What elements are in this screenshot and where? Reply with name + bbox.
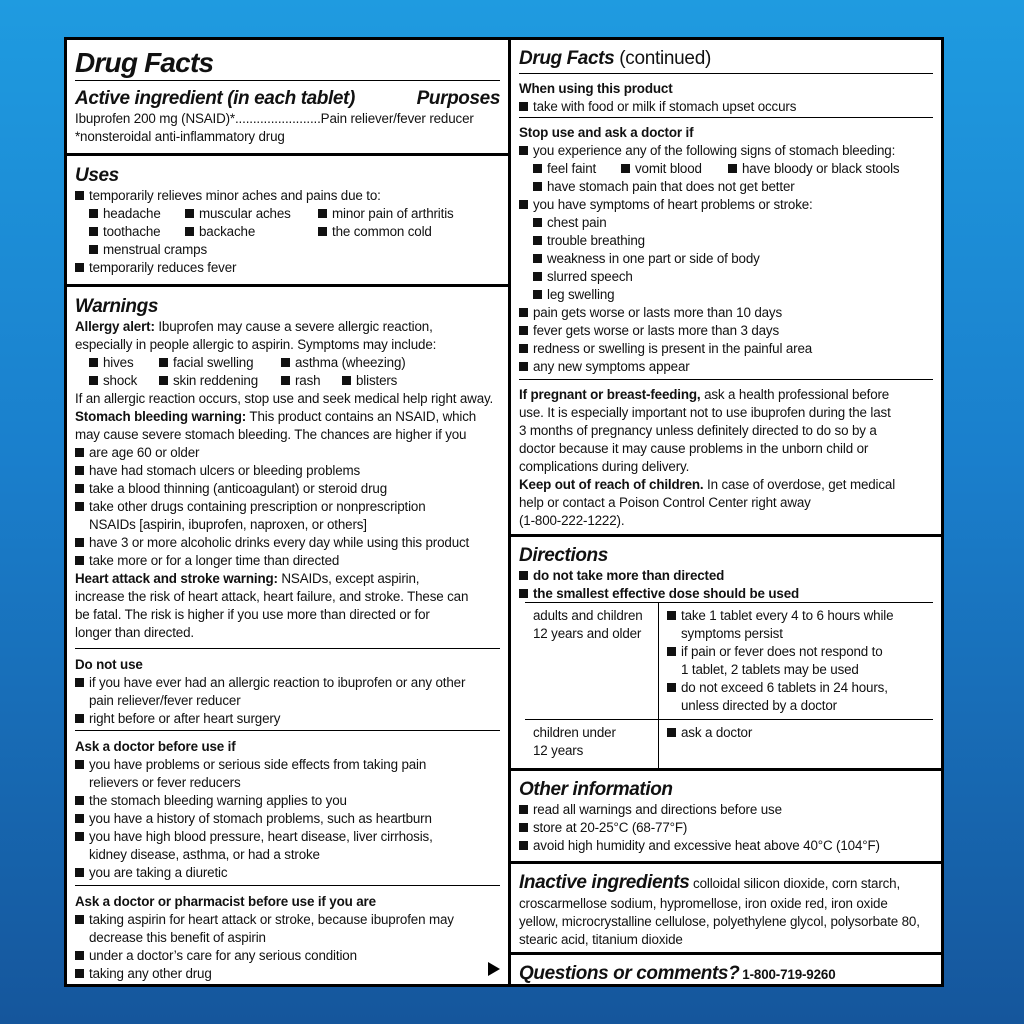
- adult-item: take 1 tablet every 4 to 6 hours while: [681, 608, 894, 623]
- active-ingredient-line: Ibuprofen 200 mg (NSAID)*........................Pain reliever/fever reducer: [75, 111, 474, 126]
- pregnant-text: use. It is especially important not to use ibuprofen during the last: [519, 405, 891, 420]
- bullet-icon: [519, 326, 528, 335]
- adult-item: 1 tablet, 2 tablets may be used: [681, 662, 859, 677]
- stop-use-item: slurred speech: [547, 269, 633, 284]
- child-row-label: [533, 724, 616, 760]
- ask-pharmacist-item: decrease this benefit of aspirin: [89, 930, 266, 945]
- divider: [519, 379, 933, 380]
- stop-use-item: you have symptoms of heart problems or stroke:: [533, 197, 813, 212]
- pregnant-text: ask a health professional before: [700, 387, 890, 402]
- ask-pharmacist-item: taking aspirin for heart attack or stroke, because ibuprofen may: [89, 912, 454, 927]
- bullet-icon: [281, 376, 290, 385]
- child-item: ask a doctor: [681, 725, 753, 740]
- stomach-item: have had stomach ulcers or bleeding problems: [89, 463, 361, 478]
- bullet-icon: [185, 209, 194, 218]
- bullet-icon: [75, 538, 84, 547]
- bullet-icon: [75, 556, 84, 565]
- stop-use-item: redness or swelling is present in the painful area: [533, 341, 813, 356]
- dosage-table: [525, 602, 933, 768]
- child-label: 12 years: [533, 743, 584, 758]
- uses-item: minor pain of arthritis: [332, 206, 454, 221]
- do-not-use-section: [67, 651, 508, 728]
- divider: [519, 117, 933, 118]
- inactive-ingredients-heading: Inactive ingredients: [519, 872, 690, 893]
- bullet-icon: [519, 805, 528, 814]
- questions-heading: Questions or comments?: [519, 963, 740, 984]
- pregnant-label: If pregnant or breast-feeding,: [519, 387, 701, 402]
- bullet-icon: [75, 814, 84, 823]
- purposes-heading: Purposes: [416, 88, 500, 109]
- bullet-icon: [519, 344, 528, 353]
- bullet-icon: [159, 358, 168, 367]
- do-not-use-item: right before or after heart surgery: [89, 711, 281, 726]
- bullet-icon: [75, 868, 84, 877]
- drug-facts-continued-title: Drug Facts: [519, 48, 615, 69]
- adult-row-label: [533, 607, 643, 643]
- stomach-item: are age 60 or older: [89, 445, 200, 460]
- divider: [75, 648, 500, 649]
- stop-use-item: trouble breathing: [547, 233, 645, 248]
- drug-facts-panel: [64, 37, 944, 987]
- directions-bullet: do not take more than directed: [533, 568, 725, 583]
- uses-bullet: temporarily reduces fever: [89, 260, 237, 275]
- bullet-icon: [519, 200, 528, 209]
- ask-doctor-heading: Ask a doctor before use if: [75, 739, 236, 754]
- questions-section: [511, 955, 941, 986]
- keep-out-text: (1-800-222-1222).: [519, 513, 625, 528]
- stomach-item: take more or for a longer time than directed: [89, 553, 340, 568]
- stop-use-heading: Stop use and ask a doctor if: [519, 125, 694, 140]
- heart-text: longer than directed.: [75, 625, 194, 640]
- continued-label: (continued): [614, 48, 711, 69]
- when-using-heading: When using this product: [519, 81, 673, 96]
- bullet-icon: [75, 915, 84, 924]
- divider: [519, 73, 933, 74]
- active-ingredient-heading: Active ingredient (in each tablet): [75, 88, 355, 109]
- allergy-after-text: If an allergic reaction occurs, stop use and seek medical help right away.: [75, 391, 494, 406]
- do-not-use-item: if you have ever had an allergic reaction to ibuprofen or any other: [89, 675, 466, 690]
- bullet-icon: [533, 236, 542, 245]
- allergy-alert-label: Allergy alert:: [75, 319, 155, 334]
- symptom-item: hives: [103, 355, 134, 370]
- divider: [75, 80, 500, 81]
- bullet-icon: [281, 358, 290, 367]
- bullet-icon: [667, 728, 676, 737]
- symptom-item: skin reddening: [173, 373, 258, 388]
- symptom-item: blisters: [356, 373, 398, 388]
- bullet-icon: [318, 209, 327, 218]
- nsaid-note: *nonsteroidal anti-inflammatory drug: [75, 129, 285, 144]
- do-not-use-item: pain reliever/fever reducer: [89, 693, 241, 708]
- ask-doctor-item: the stomach bleeding warning applies to you: [89, 793, 347, 808]
- stomach-text: may cause severe stomach bleeding. The chances are higher if you: [75, 427, 467, 442]
- stomach-item: take a blood thinning (anticoagulant) or steroid drug: [89, 481, 388, 496]
- bullet-icon: [318, 227, 327, 236]
- child-label: children under: [533, 725, 616, 740]
- bullet-icon: [89, 227, 98, 236]
- uses-item: backache: [199, 224, 256, 239]
- bullet-icon: [89, 245, 98, 254]
- bullet-icon: [533, 182, 542, 191]
- inactive-text: croscarmellose sodium, hypromellose, iron oxide red, iron oxide: [519, 896, 888, 911]
- table-top-rule: [525, 602, 933, 603]
- bullet-icon: [621, 164, 630, 173]
- other-item: avoid high humidity and excessive heat above 40°C (104°F): [533, 838, 880, 853]
- stomach-item: have 3 or more alcoholic drinks every day while using this product: [89, 535, 470, 550]
- adult-item: symptoms persist: [681, 626, 783, 641]
- bullet-icon: [89, 209, 98, 218]
- bullet-icon: [75, 832, 84, 841]
- bullet-icon: [667, 647, 676, 656]
- bullet-icon: [533, 290, 542, 299]
- uses-item: muscular aches: [199, 206, 291, 221]
- stomach-item: NSAIDs [aspirin, ibuprofen, naproxen, or others]: [89, 517, 367, 532]
- ask-doctor-item: you are taking a diuretic: [89, 865, 228, 880]
- uses-item: menstrual cramps: [103, 242, 208, 257]
- keep-out-label: Keep out of reach of children.: [519, 477, 704, 492]
- inactive-text: colloidal silicon dioxide, corn starch,: [689, 876, 901, 891]
- stop-use-item: vomit blood: [635, 161, 702, 176]
- ask-doctor-item: you have problems or serious side effects from taking pain: [89, 757, 427, 772]
- stop-use-item: have bloody or black stools: [742, 161, 900, 176]
- heart-text: NSAIDs, except aspirin,: [277, 571, 420, 586]
- heart-warning-label: Heart attack and stroke warning:: [75, 571, 278, 586]
- bullet-icon: [533, 254, 542, 263]
- bullet-icon: [519, 589, 528, 598]
- ask-doctor-item: you have high blood pressure, heart disease, liver cirrhosis,: [89, 829, 433, 844]
- stomach-warning-label: Stomach bleeding warning:: [75, 409, 247, 424]
- uses-item: the common cold: [332, 224, 432, 239]
- other-item: store at 20-25°C (68-77°F): [533, 820, 688, 835]
- bullet-icon: [519, 308, 528, 317]
- bullet-icon: [75, 263, 84, 272]
- directions-section: [511, 537, 941, 603]
- bullet-icon: [75, 484, 84, 493]
- uses-item: headache: [103, 206, 161, 221]
- allergy-text: Ibuprofen may cause a severe allergic reaction,: [154, 319, 433, 334]
- questions-phone: 1-800-719-9260: [742, 967, 836, 982]
- stop-use-item: any new symptoms appear: [533, 359, 690, 374]
- inactive-text: stearic acid, titanium dioxide: [519, 932, 683, 947]
- bullet-icon: [75, 466, 84, 475]
- pregnancy-section: [511, 382, 941, 530]
- divider: [75, 885, 500, 886]
- right-column: [511, 40, 941, 984]
- bullet-icon: [519, 362, 528, 371]
- ask-pharmacist-heading: Ask a doctor or pharmacist before use if you are: [75, 894, 376, 909]
- bullet-icon: [75, 502, 84, 511]
- stop-use-item: fever gets worse or lasts more than 3 days: [533, 323, 780, 338]
- bullet-icon: [519, 823, 528, 832]
- uses-item: toothache: [103, 224, 161, 239]
- bullet-icon: [75, 951, 84, 960]
- bullet-icon: [533, 272, 542, 281]
- bullet-icon: [519, 571, 528, 580]
- bullet-icon: [89, 376, 98, 385]
- adult-item: do not exceed 6 tablets in 24 hours,: [681, 680, 888, 695]
- bullet-icon: [159, 376, 168, 385]
- stop-use-item: you experience any of the following signs of stomach bleeding:: [533, 143, 896, 158]
- bullet-icon: [342, 376, 351, 385]
- symptom-item: shock: [103, 373, 138, 388]
- bullet-icon: [75, 714, 84, 723]
- bullet-icon: [667, 611, 676, 620]
- stop-use-item: pain gets worse or lasts more than 10 days: [533, 305, 782, 320]
- bullet-icon: [667, 683, 676, 692]
- adult-item: unless directed by a doctor: [681, 698, 837, 713]
- bullet-icon: [75, 796, 84, 805]
- bullet-icon: [75, 448, 84, 457]
- directions-bullet: the smallest effective dose should be used: [533, 586, 800, 601]
- when-using-item: take with food or milk if stomach upset occurs: [533, 99, 797, 114]
- pregnant-text: doctor because it may cause problems in the unborn child or: [519, 441, 869, 456]
- pregnant-text: 3 months of pregnancy unless definitely directed to do so by a: [519, 423, 877, 438]
- bullet-icon: [519, 102, 528, 111]
- bullet-icon: [533, 218, 542, 227]
- bullet-icon: [185, 227, 194, 236]
- heart-text: increase the risk of heart attack, heart failure, and stroke. These can: [75, 589, 469, 604]
- stop-use-item: have stomach pain that does not get better: [547, 179, 795, 194]
- directions-heading: Directions: [519, 545, 608, 566]
- ask-pharmacist-item: under a doctor’s care for any serious condition: [89, 948, 357, 963]
- keep-out-text: help or contact a Poison Control Center right away: [519, 495, 811, 510]
- adult-item: if pain or fever does not respond to: [681, 644, 883, 659]
- ask-doctor-item: you have a history of stomach problems, such as heartburn: [89, 811, 432, 826]
- stop-use-section: [511, 120, 941, 376]
- ask-doctor-item: kidney disease, asthma, or had a stroke: [89, 847, 320, 862]
- stop-use-item: feel faint: [547, 161, 597, 176]
- allergy-text: especially in people allergic to aspirin. Symptoms may include:: [75, 337, 437, 352]
- keep-out-text: In case of overdose, get medical: [703, 477, 896, 492]
- divider: [75, 730, 500, 731]
- adult-label: 12 years and older: [533, 626, 642, 641]
- ask-pharmacist-item: taking any other drug: [89, 966, 212, 981]
- bullet-icon: [75, 678, 84, 687]
- ask-doctor-item: relievers or fever reducers: [89, 775, 241, 790]
- stomach-item: take other drugs containing prescription or nonprescription: [89, 499, 426, 514]
- stop-use-item: leg swelling: [547, 287, 615, 302]
- bullet-icon: [75, 969, 84, 978]
- other-information-section: [511, 771, 941, 855]
- bullet-icon: [75, 760, 84, 769]
- symptom-item: rash: [295, 373, 321, 388]
- stop-use-item: chest pain: [547, 215, 607, 230]
- ask-pharmacist-section: [67, 888, 508, 983]
- uses-heading: Uses: [75, 165, 119, 186]
- continued-arrow-icon: [488, 962, 500, 976]
- active-ingredient-section: [67, 40, 508, 146]
- other-information-heading: Other information: [519, 779, 673, 800]
- continued-section: [511, 40, 941, 116]
- bullet-icon: [728, 164, 737, 173]
- left-column: [67, 40, 508, 984]
- bullet-icon: [519, 841, 528, 850]
- bullet-icon: [89, 358, 98, 367]
- warnings-heading: Warnings: [75, 296, 159, 317]
- stomach-text: This product contains an NSAID, which: [246, 409, 477, 424]
- adult-label: adults and children: [533, 608, 643, 623]
- bullet-icon: [75, 191, 84, 200]
- pregnant-text: complications during delivery.: [519, 459, 690, 474]
- ask-doctor-section: [67, 733, 508, 882]
- do-not-use-heading: Do not use: [75, 657, 143, 672]
- bullet-icon: [519, 146, 528, 155]
- inactive-ingredients-section: [511, 864, 941, 949]
- table-row-rule: [525, 719, 933, 720]
- symptom-item: facial swelling: [173, 355, 254, 370]
- stop-use-item: weakness in one part or side of body: [547, 251, 760, 266]
- warnings-section: [67, 287, 508, 642]
- adult-row-instructions: [667, 607, 893, 715]
- table-column-rule: [658, 602, 659, 768]
- drug-facts-title: Drug Facts: [75, 47, 214, 78]
- heart-text: be fatal. The risk is higher if you use more than directed or for: [75, 607, 430, 622]
- child-row-instructions: [667, 724, 752, 742]
- other-item: read all warnings and directions before use: [533, 802, 782, 817]
- symptom-item: asthma (wheezing): [295, 355, 406, 370]
- inactive-text: yellow, microcrystalline cellulose, polyethylene glycol, polysorbate 80,: [519, 914, 920, 929]
- uses-bullet: temporarily relieves minor aches and pains due to:: [89, 188, 381, 203]
- bullet-icon: [533, 164, 542, 173]
- uses-section: [67, 156, 508, 277]
